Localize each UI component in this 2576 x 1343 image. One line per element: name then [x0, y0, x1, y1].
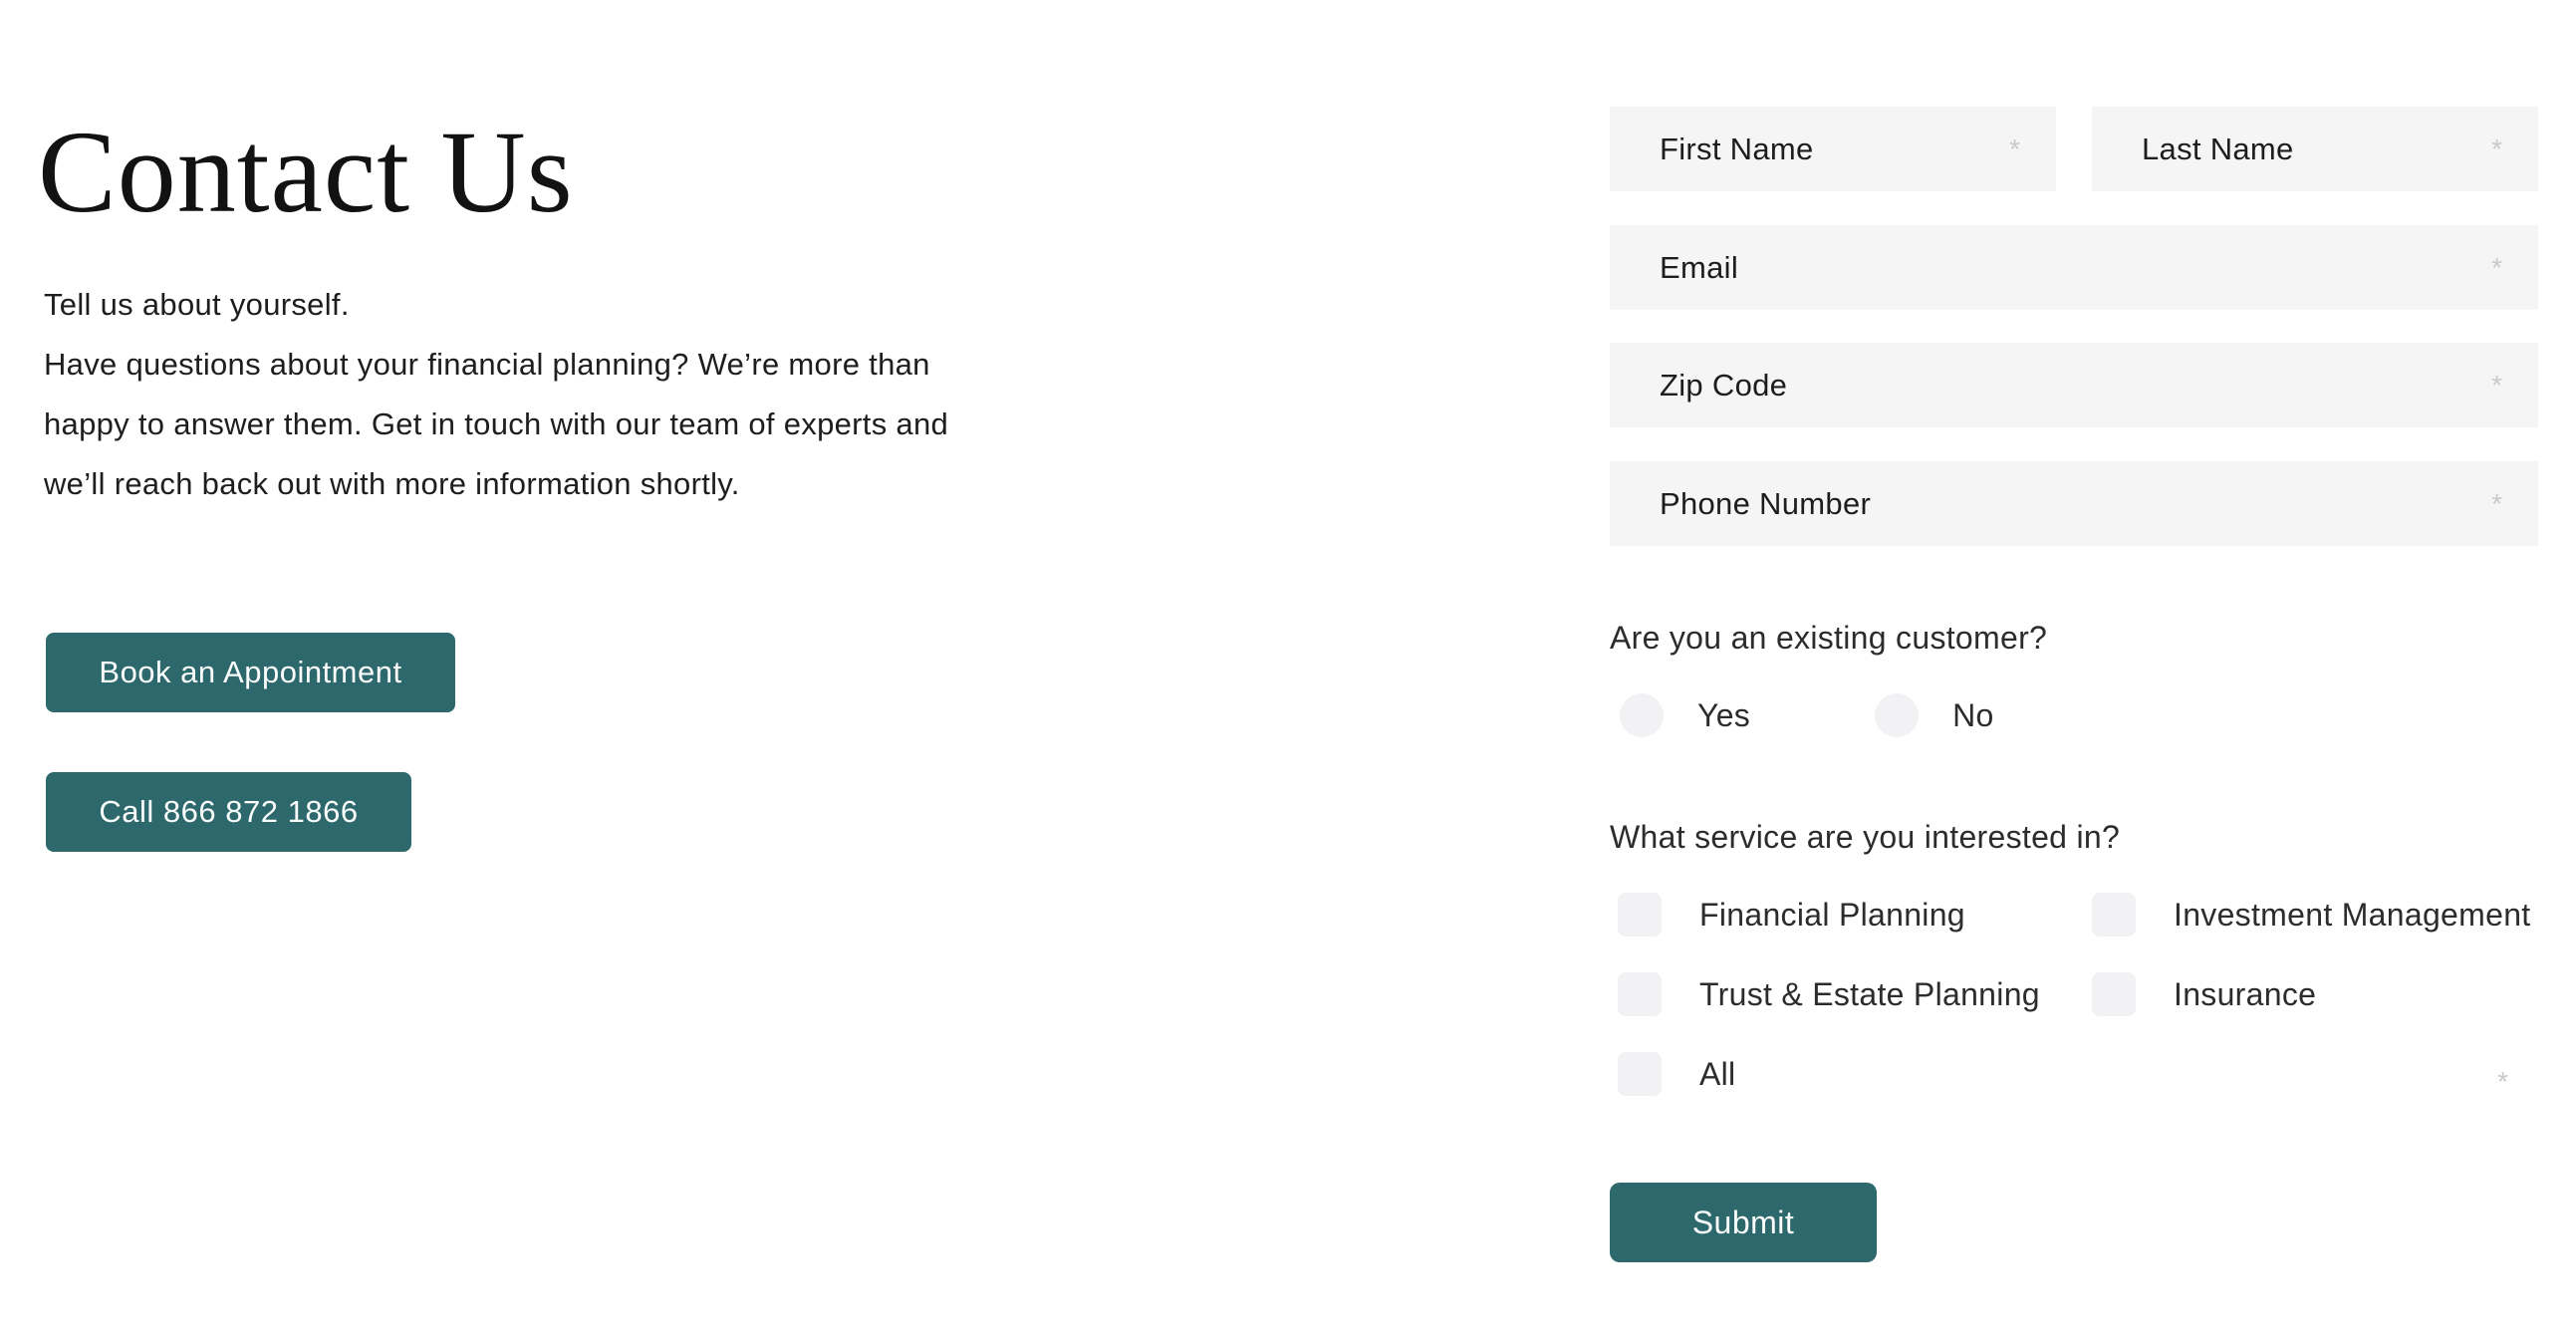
required-asterisk: *: [2491, 251, 2502, 283]
last-name-input[interactable]: [2142, 132, 2468, 167]
page-title: Contact Us: [38, 107, 574, 237]
required-asterisk: *: [2497, 1066, 2508, 1097]
radio-unchecked-icon[interactable]: [1620, 693, 1664, 737]
service-interest-options: [1610, 893, 2538, 1096]
checkbox-unchecked-icon[interactable]: [2092, 972, 2136, 1016]
name-fields-row: [1610, 107, 2538, 191]
checkbox-option-financial-planning[interactable]: [1618, 893, 2092, 937]
email-input[interactable]: [1660, 250, 2468, 286]
intro-description-line: Tell us about yourself.: [44, 287, 350, 322]
call-phone-button[interactable]: Call 866 872 1866: [46, 772, 411, 852]
phone-number-field[interactable]: [1610, 461, 2538, 546]
checkbox-unchecked-icon[interactable]: [1618, 972, 1662, 1016]
radio-option-label: No: [1952, 696, 1994, 733]
contact-form: [1610, 107, 2538, 1262]
checkbox-unchecked-icon[interactable]: [1618, 1052, 1662, 1096]
existing-customer-question: Are you an existing customer?: [1610, 620, 2048, 656]
required-asterisk: *: [2009, 133, 2020, 164]
checkbox-option-label: Investment Management: [2174, 896, 2531, 933]
zip-code-input[interactable]: [1660, 368, 2468, 403]
last-name-field[interactable]: [2092, 107, 2538, 191]
radio-option-yes[interactable]: [1620, 693, 1750, 737]
existing-customer-options: [1610, 693, 2538, 737]
checkbox-option-trust-estate-planning[interactable]: [1618, 972, 2092, 1016]
checkbox-option-all[interactable]: [1618, 1052, 2092, 1096]
required-asterisk: *: [2491, 133, 2502, 164]
checkbox-unchecked-icon[interactable]: [1618, 893, 1662, 937]
submit-button[interactable]: Submit: [1610, 1183, 1877, 1262]
checkbox-option-label: Financial Planning: [1699, 896, 1965, 933]
book-appointment-button[interactable]: Book an Appointment: [46, 633, 455, 712]
first-name-field[interactable]: [1610, 107, 2056, 191]
first-name-input[interactable]: [1660, 132, 1986, 167]
checkbox-option-insurance[interactable]: [2092, 972, 2538, 1016]
checkbox-option-label: Insurance: [2174, 975, 2317, 1012]
radio-option-no[interactable]: [1875, 693, 1994, 737]
checkbox-option-label: All: [1699, 1055, 1736, 1092]
radio-unchecked-icon[interactable]: [1875, 693, 1919, 737]
email-field[interactable]: [1610, 225, 2538, 310]
service-interest-question: What service are you interested in?: [1610, 819, 2121, 855]
radio-option-label: Yes: [1697, 696, 1751, 733]
intro-description-line: we’ll reach back out with more information shortly.: [44, 466, 740, 501]
intro-description-line: happy to answer them. Get in touch with our team of experts and: [44, 406, 949, 441]
zip-code-field[interactable]: [1610, 343, 2538, 427]
phone-number-input[interactable]: [1660, 486, 2468, 522]
required-asterisk: *: [2491, 369, 2502, 401]
checkbox-unchecked-icon[interactable]: [2092, 893, 2136, 937]
intro-description: [44, 275, 1020, 514]
checkbox-option-label: Trust & Estate Planning: [1699, 975, 2040, 1012]
checkbox-option-investment-management[interactable]: [2092, 893, 2538, 937]
required-asterisk: *: [2491, 487, 2502, 519]
intro-description-line: Have questions about your financial planning? We’re more than: [44, 347, 930, 382]
